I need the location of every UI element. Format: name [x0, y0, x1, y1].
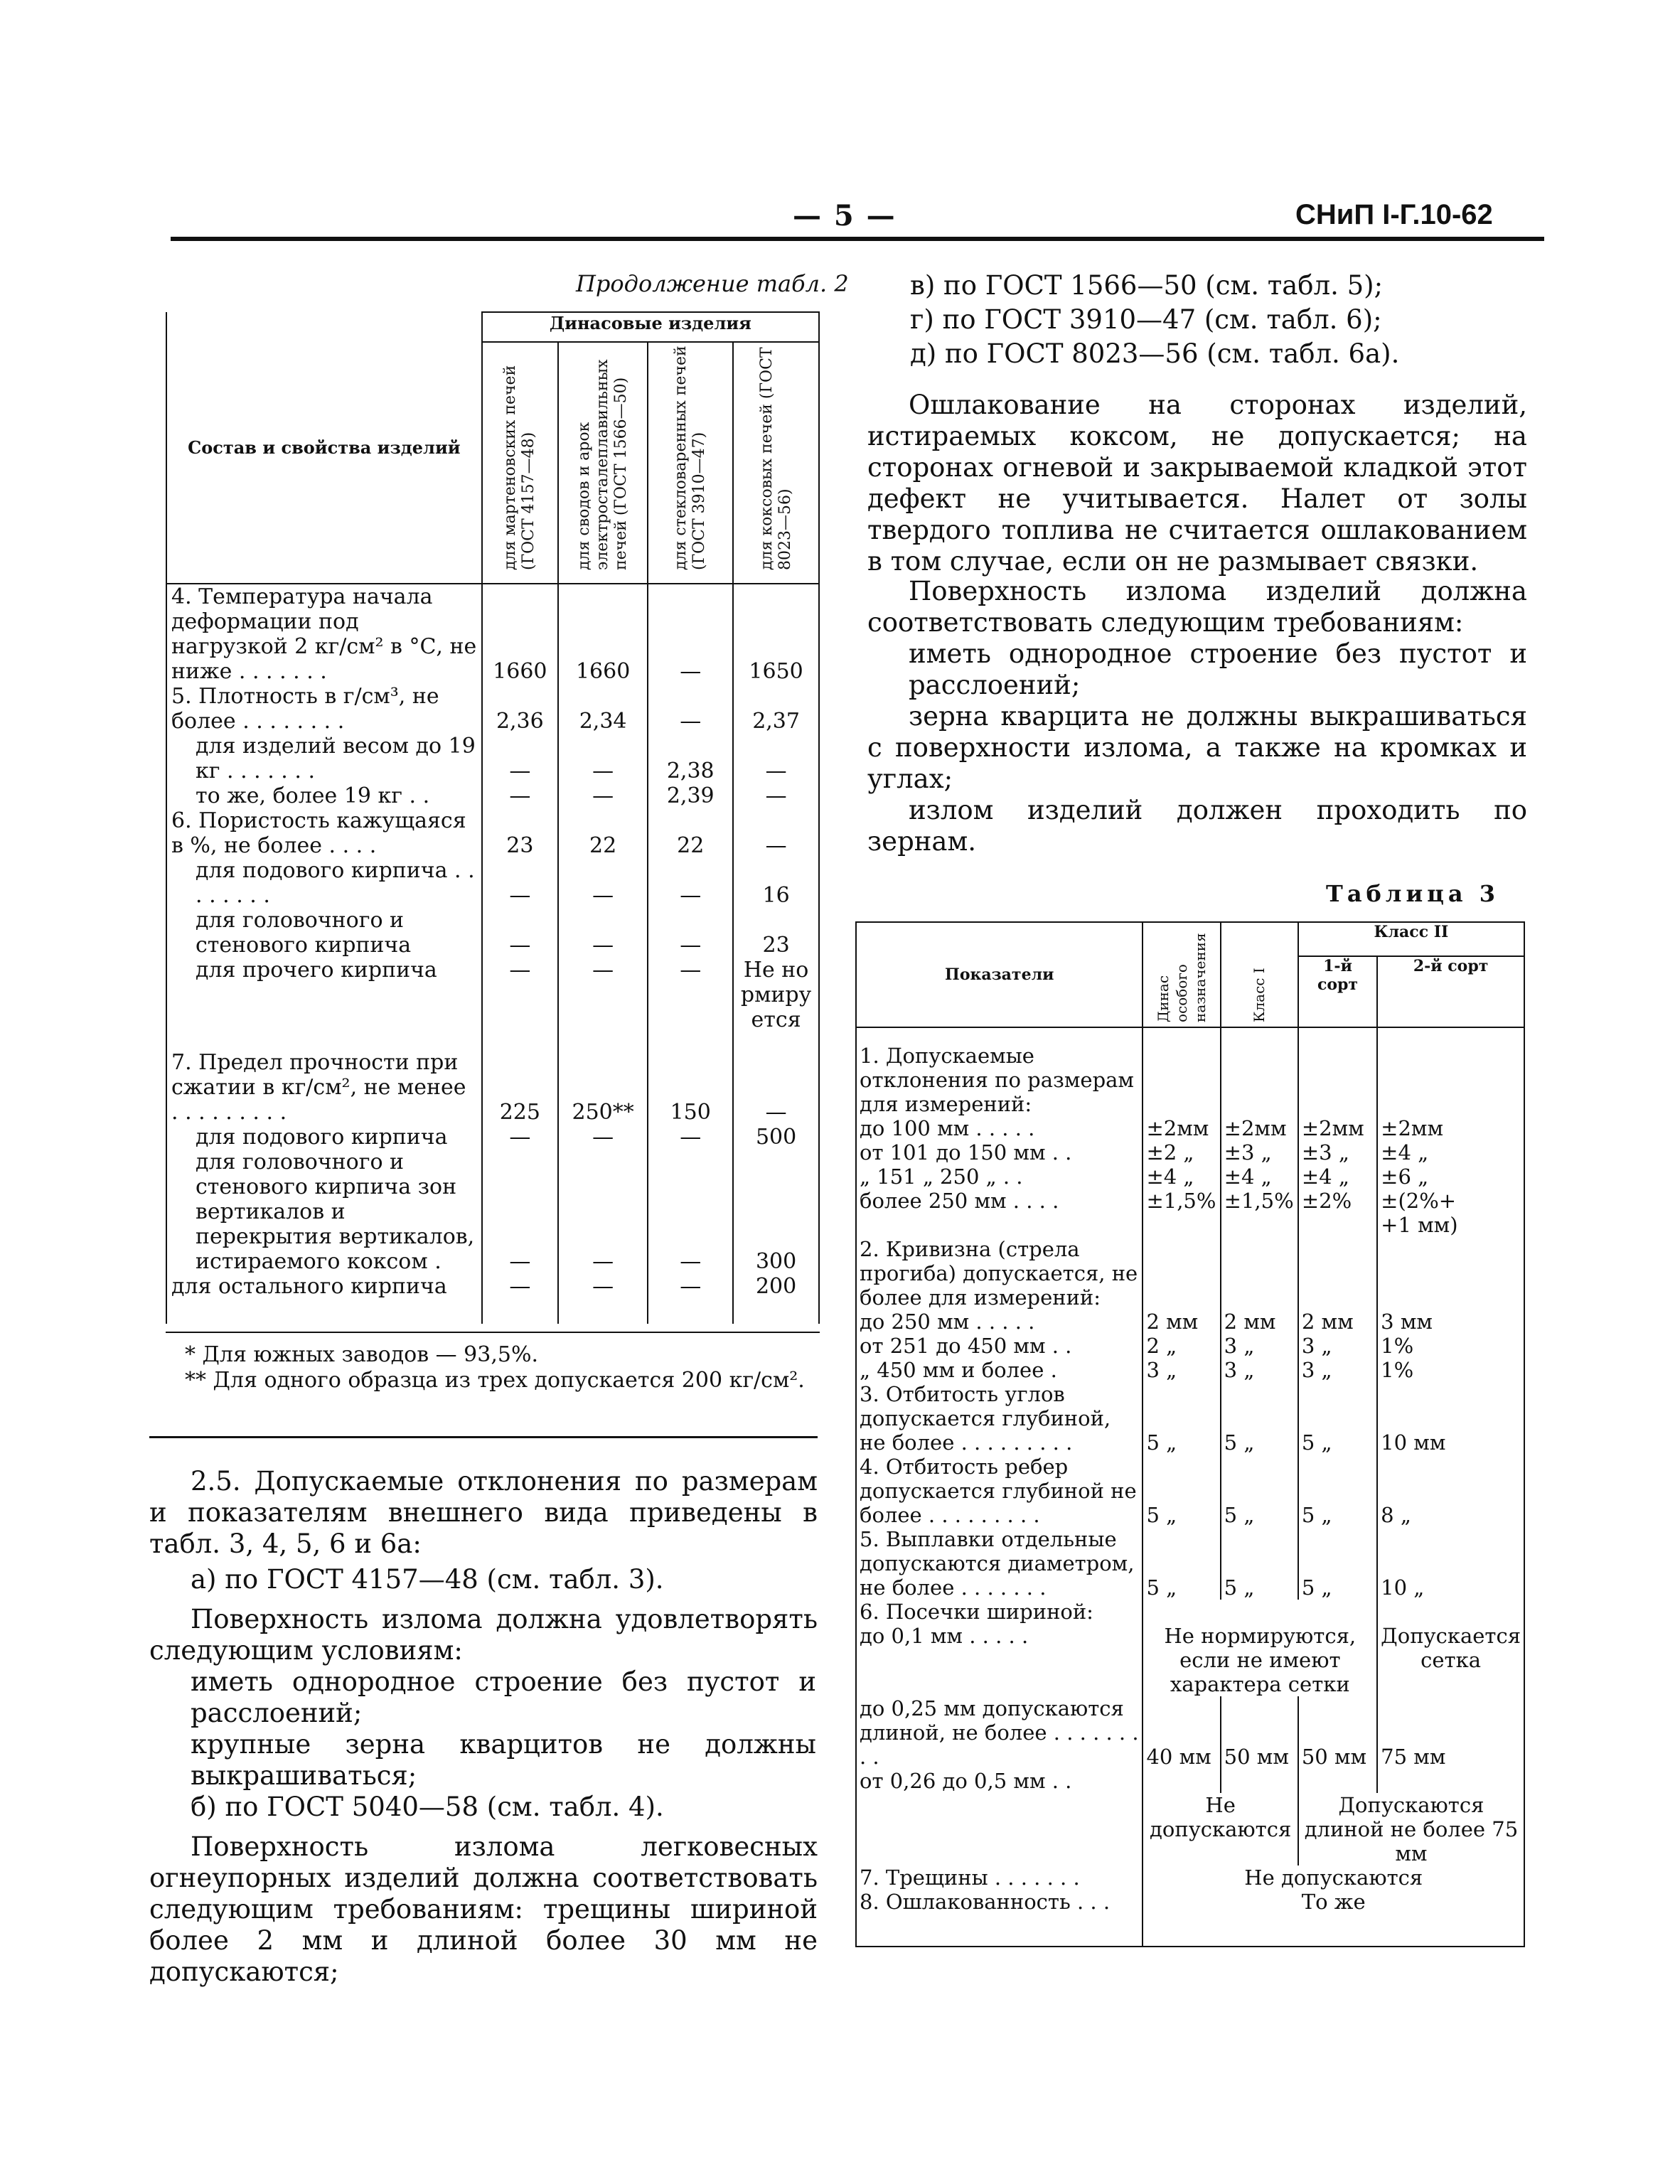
table2-cell: —	[648, 1274, 733, 1324]
table3-cell: 2 мм 3 „ 3 „	[1298, 1237, 1377, 1382]
table2-cell: —	[558, 734, 648, 783]
table2-cell: 300	[733, 1150, 819, 1274]
table3-cell-span: Не допускаются	[1143, 1866, 1524, 1890]
table3-col-dinas: Динас особого назначения	[1155, 933, 1209, 1022]
table2-cell: 150	[648, 1050, 733, 1125]
table2-row-label: для головочного и стенового кирпича зон вертикалов и перекрытия вертикалов, истираемого коксом .	[166, 1150, 482, 1274]
table2-bottom-rule	[166, 1332, 820, 1333]
table3-cell: 5 „	[1298, 1382, 1377, 1455]
table3-cell: 10 „	[1377, 1527, 1524, 1600]
table3-cell: 75 мм	[1377, 1696, 1524, 1793]
table3-cell: ±2мм ±3 „ ±4 „ ±2%	[1298, 1027, 1377, 1237]
table2-cell: —	[733, 734, 819, 783]
table3-cell: ±2мм ±3 „ ±4 „ ±1,5%	[1221, 1027, 1298, 1237]
table2-row-label: 6. Пористость кажущаяся в %, не более . . . .	[166, 808, 482, 858]
table2-row-label: для остального кирпича	[166, 1274, 482, 1324]
table3-cell: ±2мм ±4 „ ±6 „ ±(2%+ +1 мм)	[1377, 1027, 1524, 1237]
table2-cell: —	[482, 783, 558, 808]
table2-cell: 22	[648, 808, 733, 858]
table3-cell: 2 мм 2 „ 3 „	[1143, 1237, 1220, 1382]
para-gost-4157: а) по ГОСТ 4157—48 (см. табл. 3).	[191, 1564, 664, 1595]
para-req-1: иметь однородное строение без пустот и расслоений;	[191, 1666, 816, 1728]
para-fracture-2: Поверхность излома изделий должна соответствовать следующим требованиям:	[867, 576, 1527, 638]
table2-cell: 2,39	[648, 783, 733, 808]
table3	[855, 921, 1525, 1947]
table2-cell: 200	[733, 1274, 819, 1324]
table2-cell: 225	[482, 1050, 558, 1125]
table2-row-label: 5. Плотность в г/см³, не более . . . . . . . .	[166, 684, 482, 734]
table2-row-label: для подового кирпича	[166, 1125, 482, 1150]
table3-cell: 5 „	[1221, 1527, 1298, 1600]
section-divider	[149, 1436, 818, 1438]
table3-cell: 40 мм	[1143, 1696, 1220, 1793]
table2-cell: —	[482, 1274, 558, 1324]
table3-cell: Допускается сетка	[1377, 1600, 1524, 1696]
table3-cell: 5 „	[1143, 1527, 1220, 1600]
table3-cell: 5 „	[1298, 1455, 1377, 1527]
table2-cell: —	[482, 1150, 558, 1274]
table3-header-first: Показатели	[856, 922, 1143, 1027]
para-lightweight: Поверхность излома легковесных огнеупорных изделий должна соответствовать следующим требованиям: трещины шириной более 2 мм и длиной более 30 мм не допускаются;	[149, 1831, 818, 1987]
table2-cell: —	[482, 908, 558, 958]
table2-cell: —	[482, 734, 558, 783]
table2-cell: 2,37	[733, 684, 819, 734]
table2-col-4: для коксовых печей (ГОСТ 8023—56)	[757, 347, 794, 570]
table3-cell-span: Не допускаются	[1143, 1793, 1298, 1866]
item-g: г) по ГОСТ 3910—47 (см. табл. 6);	[910, 304, 1382, 335]
footnote-1: * Для южных заводов — 93,5%.	[185, 1342, 539, 1367]
table2-cell: 2,38	[648, 734, 733, 783]
para-req-5: излом изделий должен проходить по зернам.	[867, 795, 1527, 857]
table2-col-1: для мартеновских печей (ГОСТ 4157—48)	[501, 365, 538, 570]
table2-cell: 22	[558, 808, 648, 858]
table3-cell: 10 мм	[1377, 1382, 1524, 1455]
table2-cell: —	[648, 684, 733, 734]
table2-row-label: то же, более 19 кг . .	[166, 783, 482, 808]
item-v: в) по ГОСТ 1566—50 (см. табл. 5);	[910, 270, 1384, 301]
table2-row-label: для изделий весом до 19 кг . . . . . . .	[166, 734, 482, 783]
table3-cell: 50 мм	[1221, 1696, 1298, 1793]
table3-col-class2: Класс II	[1298, 922, 1524, 956]
para-req-4: зерна кварцита не должны выкрашиваться с поверхности излома, а также на кромках и углах;	[867, 701, 1527, 794]
table3-cell: 8 „	[1377, 1455, 1524, 1527]
table2-cell: 2,36	[482, 684, 558, 734]
table2-cell: 1660	[482, 584, 558, 684]
para-2-5: 2.5. Допускаемые отклонения по размерам и показателям внешнего вида приведены в табл. 3, 4, 5, 6 и 6а:	[149, 1466, 818, 1559]
table2-cell: —	[558, 958, 648, 1050]
table3-row-label: 2. Кривизна (стрела прогиба) допускается, не более для измерений: до 250 мм . . . . . от 251 до 450 мм . . „ 450 мм и более .	[856, 1237, 1143, 1382]
table2-row-label: 7. Предел прочности при сжатии в кг/см², не менее . . . . . . . . .	[166, 1050, 482, 1125]
table3-row-label: 7. Трещины . . . . . . .	[856, 1866, 1143, 1890]
table3-cell: 5 „	[1221, 1382, 1298, 1455]
item-d: д) по ГОСТ 8023—56 (см. табл. 6а).	[910, 338, 1400, 369]
table3-row-label: 3. Отбитость углов допускается глубиной, не более . . . . . . . . .	[856, 1382, 1143, 1455]
table2-cell: —	[648, 1125, 733, 1150]
page-number: — 5 —	[793, 199, 897, 232]
para-req-3: иметь однородное строение без пустот и расслоений;	[909, 638, 1527, 700]
table3-col-class1: Класс I	[1251, 968, 1268, 1022]
table2-cell: —	[733, 783, 819, 808]
table2-row-label: для подового кирпича . . . . . . . .	[166, 858, 482, 908]
table2-cell: —	[558, 1150, 648, 1274]
table3-cell-span: Не нормируются, если не имеют характера сетки	[1143, 1600, 1377, 1696]
table3-cell: 50 мм	[1298, 1696, 1377, 1793]
table2-cell: —	[648, 1150, 733, 1274]
footnote-2: ** Для одного образца из трех допускается 200 кг/см².	[185, 1368, 805, 1393]
para-slagging: Ошлакование на сторонах изделий, истираемых коксом, не допускается; на сторонах огневой и закрываемой кладкой этот дефект не учитывается. Налет от золы твердого топлива не считается ошлакованием в том случае, если он не размывает связки.	[867, 390, 1527, 577]
table2-cell: 16	[733, 858, 819, 908]
table2-cell: 23	[482, 808, 558, 858]
table2-cell: —	[648, 584, 733, 684]
table2-cell: 2,34	[558, 684, 648, 734]
table3-caption: Таблица 3	[1326, 880, 1499, 907]
table3-cell-span: То же	[1143, 1890, 1524, 1947]
table2-cell: —	[482, 858, 558, 908]
table2-col-2: для сводов и арок электросталеплавильных печей (ГОСТ 1566—50)	[575, 359, 631, 570]
table2-cell: —	[558, 783, 648, 808]
table2-cell: —	[482, 1125, 558, 1150]
table2-cell: —	[648, 958, 733, 1050]
header-rule	[171, 237, 1544, 241]
table3-cell-span: Допускаются длиной не более 75 мм	[1298, 1793, 1524, 1866]
table2-row-label: для головочного и стенового кирпича	[166, 908, 482, 958]
table2-col-3: для стекловаренных печей (ГОСТ 3910—47)	[672, 346, 709, 570]
table3-cell: 2 мм 3 „ 3 „	[1221, 1237, 1298, 1382]
table2-cell: —	[733, 808, 819, 858]
table2-row-label: для прочего кирпича	[166, 958, 482, 1050]
table2-cell: —	[558, 908, 648, 958]
table2-cell: 500	[733, 1125, 819, 1150]
table2-caption: Продолжение табл. 2	[576, 270, 849, 297]
table3-cell: 5 „	[1221, 1455, 1298, 1527]
table2-cell: —	[558, 1125, 648, 1150]
table3-cell: 5 „	[1143, 1382, 1220, 1455]
table2-cell: 1660	[558, 584, 648, 684]
table2-cell: 1650	[733, 584, 819, 684]
para-req-2: крупные зерна кварцитов не должны выкрашиваться;	[191, 1729, 816, 1791]
table2-cell: 23	[733, 908, 819, 958]
table2-row-label: 4. Температура начала деформации под нагрузкой 2 кг/см² в °С, не ниже . . . . . . .	[166, 584, 482, 684]
table2-cell: —	[558, 858, 648, 908]
table3-row-label: 6. Посечки шириной: до 0,1 мм . . . . .	[856, 1600, 1143, 1696]
table3-cell: 3 мм 1% 1%	[1377, 1237, 1524, 1382]
table3-row-label: 4. Отбитость ребер допускается глубиной не более . . . . . . . . .	[856, 1455, 1143, 1527]
table3-row-label: 5. Выплавки отдельные допускаются диаметром, не более . . . . . . .	[856, 1527, 1143, 1600]
table3-cell: 5 „	[1143, 1455, 1220, 1527]
table2-footnotes	[185, 1342, 810, 1393]
para-fracture-1: Поверхность излома должна удовлетворять следующим условиям:	[149, 1604, 818, 1666]
table2-header-group: Динасовые изделия	[482, 312, 819, 342]
para-gost-5040: б) по ГОСТ 5040—58 (см. табл. 4).	[191, 1792, 664, 1822]
table2-header-first: Состав и свойства изделий	[166, 312, 482, 584]
table2-cell: —	[733, 1050, 819, 1125]
table3-row-label: до 0,25 мм допускаются длиной, не более . . . . . . . . . от 0,26 до 0,5 мм . .	[856, 1696, 1143, 1793]
table2-cell: —	[648, 858, 733, 908]
table3-cell: ±2мм ±2 „ ±4 „ ±1,5%	[1143, 1027, 1220, 1237]
table3-cell: 5 „	[1298, 1527, 1377, 1600]
table2-cell: 250**	[558, 1050, 648, 1125]
document-code: СНиП I-Г.10-62	[1295, 199, 1493, 230]
table2	[166, 311, 820, 1324]
table2-cell: Не нормируется	[733, 958, 819, 1050]
table2-cell: —	[558, 1274, 648, 1324]
table3-row-label: 8. Ошлакованность . . .	[856, 1890, 1143, 1947]
table3-col-sort2: 2-й сорт	[1377, 956, 1524, 1027]
table2-cell: —	[648, 908, 733, 958]
table3-row-label: 1. Допускаемые отклонения по размерам для измерений: до 100 мм . . . . . от 101 до 150 мм . . „ 151 „ 250 „ . . более 250 мм . . . .	[856, 1027, 1143, 1237]
table2-cell: —	[482, 958, 558, 1050]
table3-col-sort1: 1-й сорт	[1298, 956, 1377, 1027]
